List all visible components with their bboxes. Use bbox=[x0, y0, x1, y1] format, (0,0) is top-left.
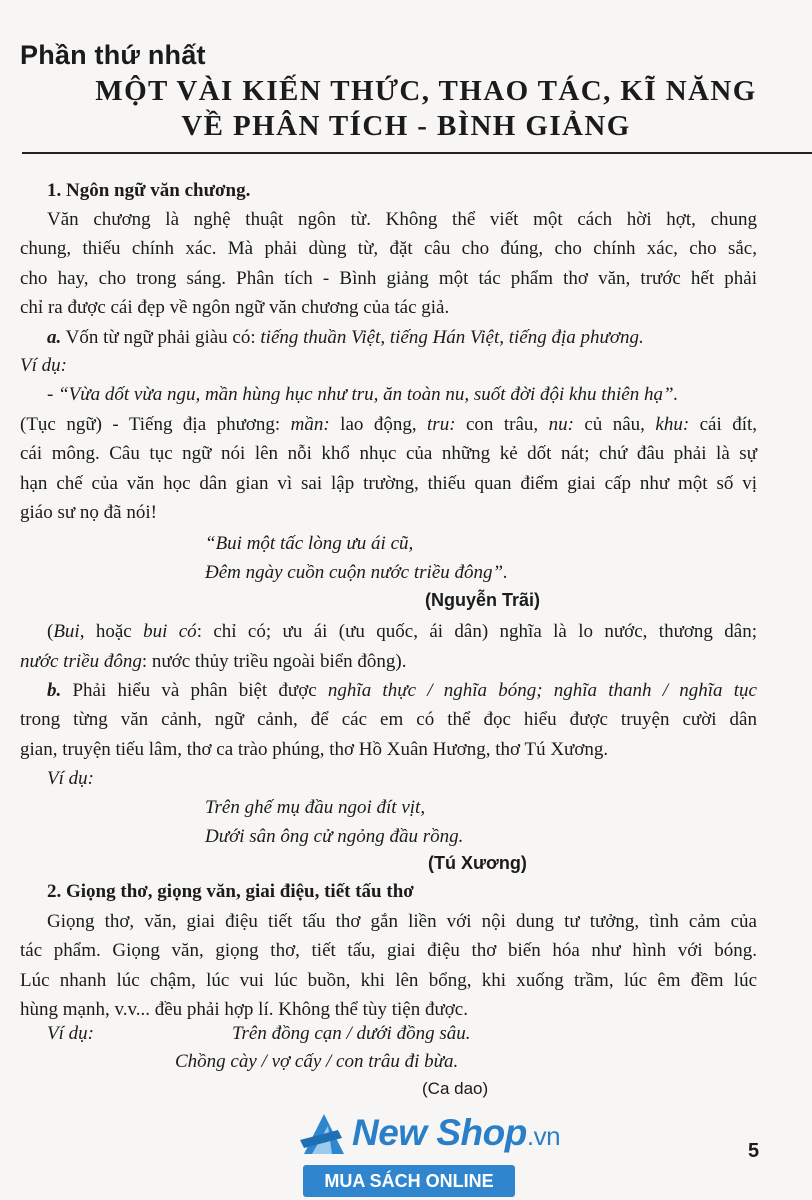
point-a-text: Vốn từ ngữ phải giàu có: bbox=[61, 327, 261, 348]
buy-online-badge[interactable]: MUA SÁCH ONLINE bbox=[303, 1165, 515, 1197]
poem-line: “Bui một tấc lòng ưu ái cũ, bbox=[205, 533, 414, 554]
paragraph-line: hạn chế của văn học dân gian vì sai lập trường, thiếu quan điểm giai cấp như một số vị bbox=[20, 473, 757, 494]
page-number: 5 bbox=[748, 1140, 760, 1162]
example-label: Ví dụ: bbox=[47, 768, 94, 789]
page-title-line-2: VỀ PHÂN TÍCH - BÌNH GIẢNG bbox=[181, 110, 631, 142]
point-a bbox=[47, 325, 644, 351]
proverb bbox=[47, 382, 678, 408]
part-label: Phần thứ nhất bbox=[20, 40, 206, 70]
proverb-dash: - bbox=[47, 384, 59, 405]
paragraph-line: chỉ ra được cái đẹp về ngôn ngữ văn chương của tác giả. bbox=[20, 297, 450, 318]
paragraph-line: hùng mạnh, v.v... đều phải hợp lí. Không thể tùy tiện được. bbox=[20, 999, 468, 1020]
point-b-text: Phải hiểu và phân biệt được bbox=[61, 680, 328, 701]
poem-line: Chồng cày / vợ cấy / con trâu đi bừa. bbox=[175, 1051, 459, 1072]
poem-line: Đêm ngày cuồn cuộn nước triều đông”. bbox=[205, 562, 508, 583]
example-label: Ví dụ: bbox=[20, 355, 67, 376]
example-label: Ví dụ: bbox=[47, 1023, 94, 1044]
poem-author: (Tú Xương) bbox=[428, 853, 527, 873]
poem-author: (Nguyễn Trãi) bbox=[425, 590, 541, 610]
point-a-label: a. bbox=[47, 327, 62, 348]
section-1-heading: 1. Ngôn ngữ văn chương. bbox=[47, 180, 251, 201]
point-b-label: b. bbox=[47, 680, 62, 701]
point-a-italic: tiếng thuần Việt, tiếng Hán Việt, tiếng địa phương. bbox=[260, 327, 644, 348]
page-title-line-1: MỘT VÀI KIẾN THỨC, THAO TÁC, KĨ NĂNG bbox=[95, 75, 757, 107]
point-b-italic: nghĩa thực / nghĩa bóng; nghĩa thanh / nghĩa tục bbox=[327, 680, 757, 701]
title-divider bbox=[22, 152, 812, 154]
newshop-logo-text[interactable]: New Shop.vn bbox=[352, 1112, 561, 1153]
note-line-1: (Bui, hoặc bui có: chỉ có; ưu ái (ưu quốc, ái dân) nghĩa là lo nước, thương dân; bbox=[47, 621, 757, 642]
point-b bbox=[47, 678, 757, 704]
paragraph-line: Lúc nhanh lúc chậm, lúc vui lúc buồn, khi lên bổng, khi xuống trầm, lúc êm đềm lúc bbox=[20, 970, 757, 991]
paragraph-line: chung, thiếu chính xác. Mà phải dùng từ, đặt câu cho đúng, cho chính xác, cho sắc, bbox=[20, 238, 757, 259]
paragraph-line: giáo sư nọ đã nói! bbox=[20, 502, 157, 523]
poem-source: (Ca dao) bbox=[422, 1079, 489, 1098]
newshop-logo-icon[interactable] bbox=[298, 1110, 350, 1158]
note-line-2: nước triều đông: nước thủy triều ngoài biển đông). bbox=[20, 651, 407, 672]
paragraph-line: cho hay, cho trong sáng. Phân tích - Bình giảng một tác phẩm thơ văn, trước hết phải bbox=[20, 268, 757, 289]
paragraph-line: Văn chương là nghệ thuật ngôn từ. Không thể viết một cách hời hợt, chung bbox=[47, 209, 757, 230]
poem-line: Dưới sân ông cử ngỏng đầu rồng. bbox=[205, 826, 464, 847]
poem-line: Trên đồng cạn / dưới đồng sâu. bbox=[232, 1023, 471, 1044]
paragraph-line: Giọng thơ, văn, giai điệu tiết tấu thơ gắn liền với nội dung tư tưởng, tình cảm của bbox=[47, 911, 757, 932]
gloss-line-1: (Tục ngữ) - Tiếng địa phương: mần: lao động, tru: con trâu, nu: củ nâu, khu: cái đít, bbox=[20, 414, 758, 435]
paragraph-line: tác phẩm. Giọng văn, giọng thơ, tiết tấu, giai điệu thơ biến hóa như hình với bóng. bbox=[20, 940, 757, 961]
paragraph-line: trong từng văn cảnh, ngữ cảnh, để các em có thể đọc hiểu được truyện cười dân bbox=[20, 709, 757, 730]
paragraph-line: gian, truyện tiếu lâm, thơ ca trào phúng, thơ Hồ Xuân Hương, thơ Tú Xương. bbox=[20, 739, 609, 760]
poem-line: Trên ghế mụ đầu ngoi đít vịt, bbox=[205, 797, 426, 818]
section-2-heading: 2. Giọng thơ, giọng văn, giai điệu, tiết tấu thơ bbox=[47, 881, 414, 902]
proverb-text: “Vừa dốt vừa ngu, mần hùng hục như tru, ăn toàn nu, suốt đời đội khu thiên hạ”. bbox=[58, 384, 679, 405]
paragraph-line: cái mông. Câu tục ngữ nói lên nỗi khổ nhục của những kẻ dốt nát; chứ đâu phải là sự bbox=[20, 443, 757, 464]
